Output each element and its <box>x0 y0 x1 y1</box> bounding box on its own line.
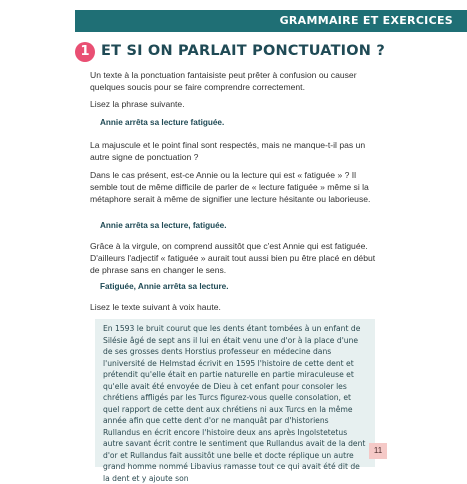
analysis-paragraph: Dans le cas présent, est-ce Annie ou la lecture qui est « fatiguée » ? Il semble tout de même difficile de parler de « lecture fatiguée » même si la métaphore serait à même de signifier une lecture hésitante ou laborieuse. <box>90 170 371 204</box>
section-title: ET SI ON PARLAIT PONCTUATION ? <box>101 43 385 59</box>
section-heading <box>75 42 435 64</box>
quoted-text-box <box>95 319 375 483</box>
chapter-banner <box>75 10 467 32</box>
example-sentence-3: Fatiguée, Annie arrêta sa lecture. <box>100 282 229 291</box>
intro-paragraph: Un texte à la ponctuation fantaisiste peut prêter à confusion ou causer quelques soucis pour se faire comprendre correctement. <box>90 70 357 92</box>
section-number-badge: 1 <box>75 42 95 62</box>
chapter-title: GRAMMAIRE ET EXERCICES <box>279 14 453 27</box>
page-number: 11 <box>369 443 387 459</box>
example-sentence-1: Annie arrêta sa lecture fatiguée. <box>100 118 225 127</box>
instruction-read-sentence: Lisez la phrase suivante. <box>90 99 185 109</box>
question-paragraph: La majuscule et le point final sont respectés, mais ne manque-t-il pas un autre signe de ponctuation ? <box>90 140 366 162</box>
comma-explanation-paragraph: Grâce à la virgule, on comprend aussitôt que c'est Annie qui est fatiguée. D'ailleurs l'adjectif « fatiguée » aurait tout aussi bien pu être placé en début de phrase sans en changer le sens. <box>90 241 376 275</box>
instruction-read-aloud: Lisez le texte suivant à voix haute. <box>90 302 221 312</box>
example-sentence-2: Annie arrêta sa lecture, fatiguée. <box>100 221 227 230</box>
quoted-text: En 1593 le bruit courut que les dents étant tombées à un enfant de Silésie âgé de sept ans il lui en était venu une d'or à la place d'une de ses grosses dents Horstius professeur en médecine dans l'université de Helmstad écrivit en 1595 l'histoire de cette dent et prétendit qu'elle était en partie naturelle en partie miraculeuse et qu'elle avait été envoyée de Dieu à cet enfant pour consoler les chrétiens affligés par les Turcs figurez-vous quelle consolation, et quel rapport de cette dent aux chrétiens ni aux Turcs en la même année afin que cette dent d'or ne manquât par d'historiens Rullandus en écrit encore l'histoire deux ans après Ingolstetetus autre savant écrit contre le sentiment que Rullandus avait de la dent d'or et Rullandus fait aussitôt une belle et docte réplique un autre grand homme nommé Libavius ramasse tout ce qui avait été dit de la dent et y ajoute son <box>103 324 366 483</box>
